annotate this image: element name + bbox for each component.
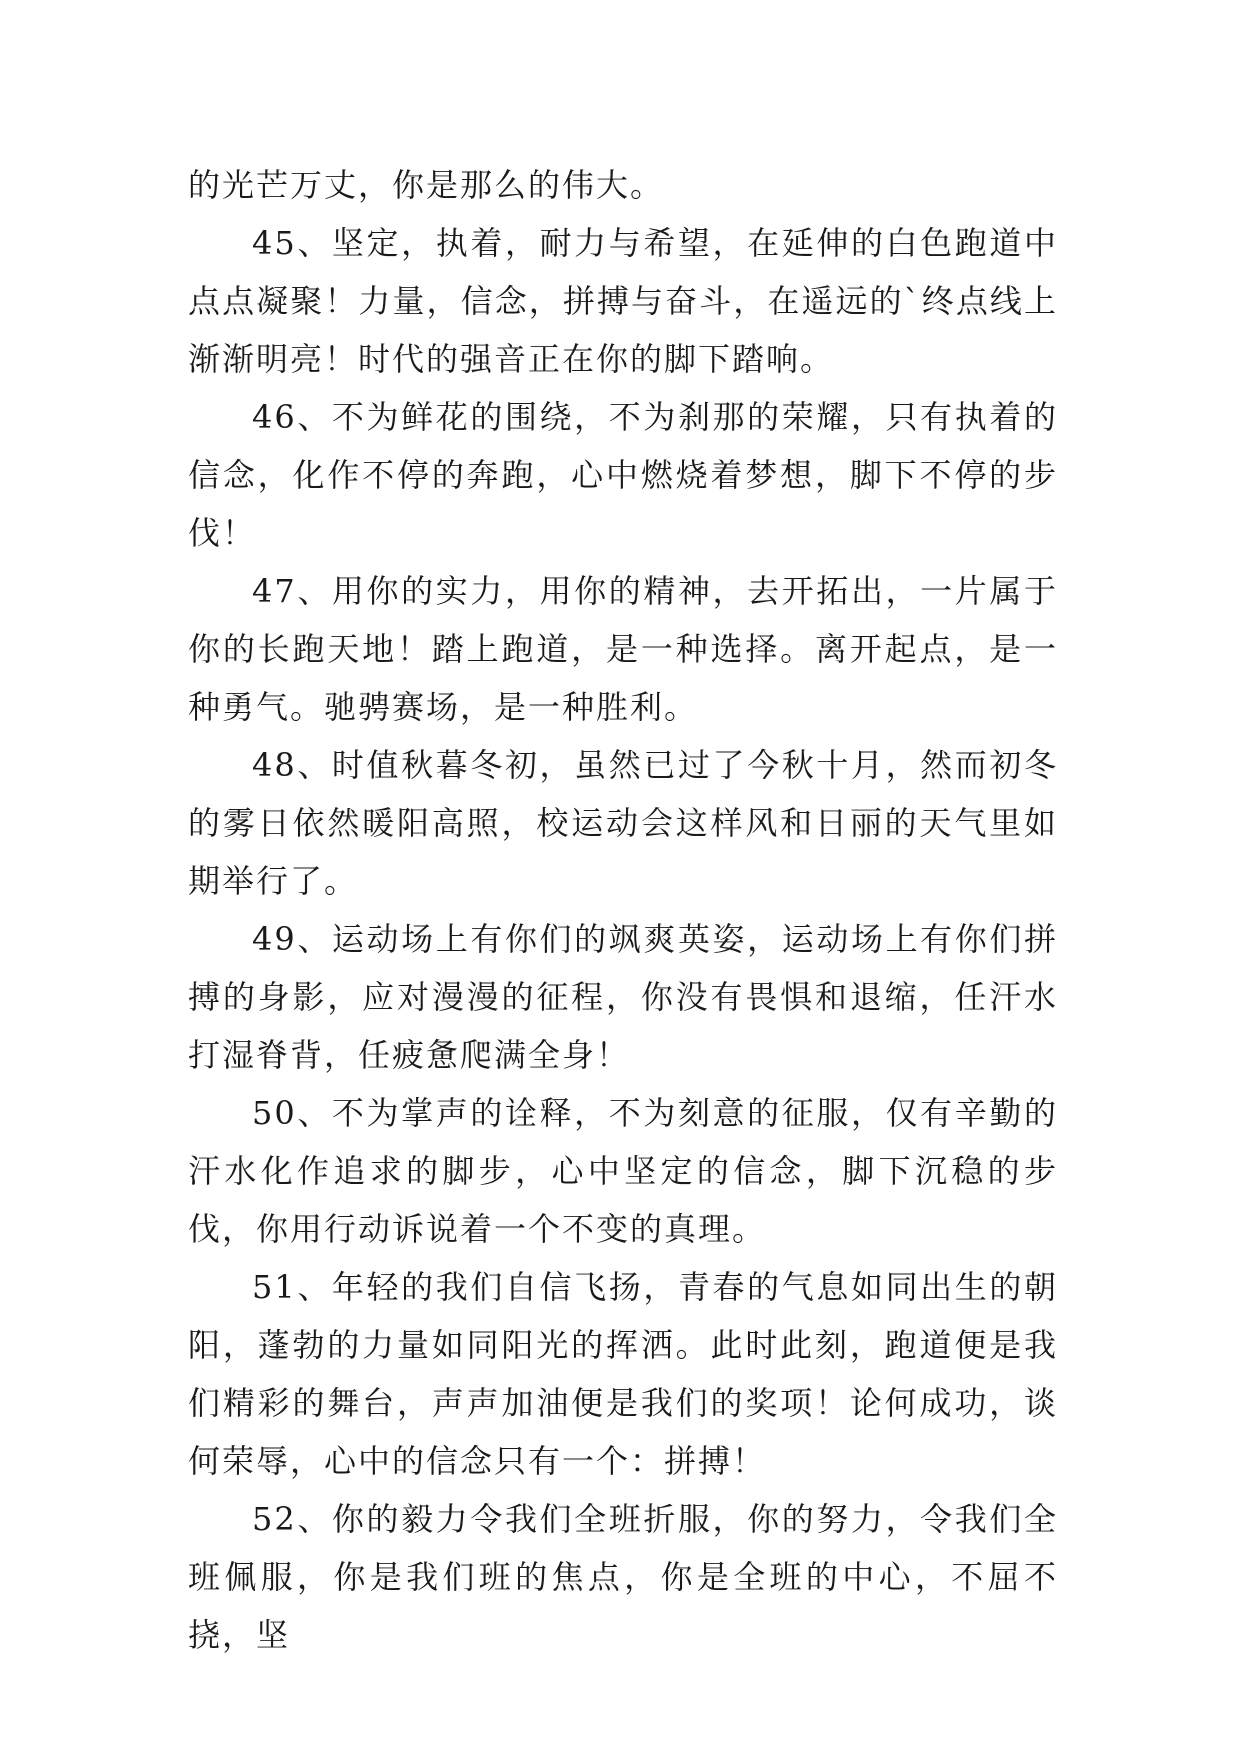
paragraph-45: 45、坚定，执着，耐力与希望，在延伸的白色跑道中点点凝聚！力量，信念，拼搏与奋斗，在遥远的`终点线上渐渐明亮！时代的强音正在你的脚下踏响。 xyxy=(188,224,1058,378)
document-body xyxy=(188,156,1058,1664)
paragraph-49: 49、运动场上有你们的飒爽英姿，运动场上有你们拼搏的身影，应对漫漫的征程，你没有畏惧和退缩，任汗水打湿脊背，任疲惫爬满全身！ xyxy=(188,920,1058,1074)
paragraph-52: 52、你的毅力令我们全班折服，你的努力，令我们全班佩服，你是我们班的焦点，你是全班的中心，不屈不挠，坚 xyxy=(188,1500,1058,1654)
paragraph-46: 46、不为鲜花的围绕，不为刹那的荣耀，只有执着的信念，化作不停的奔跑，心中燃烧着梦想，脚下不停的步伐！ xyxy=(188,398,1058,552)
paragraph-48: 48、时值秋暮冬初，虽然已过了今秋十月，然而初冬的雾日依然暖阳高照，校运动会这样风和日丽的天气里如期举行了。 xyxy=(188,746,1058,900)
paragraph-50: 50、不为掌声的诠释，不为刻意的征服，仅有辛勤的汗水化作追求的脚步，心中坚定的信念，脚下沉稳的步伐，你用行动诉说着一个不变的真理。 xyxy=(188,1094,1058,1248)
paragraph-47: 47、用你的实力，用你的精神，去开拓出，一片属于你的长跑天地！踏上跑道，是一种选择。离开起点，是一种勇气。驰骋赛场，是一种胜利。 xyxy=(188,572,1058,726)
paragraph-continuation: 的光芒万丈，你是那么的伟大。 xyxy=(188,166,665,204)
paragraph-51: 51、年轻的我们自信飞扬，青春的气息如同出生的朝阳，蓬勃的力量如同阳光的挥洒。此时此刻，跑道便是我们精彩的舞台，声声加油便是我们的奖项！论何成功，谈何荣辱，心中的信念只有一个：拼搏！ xyxy=(188,1268,1058,1480)
